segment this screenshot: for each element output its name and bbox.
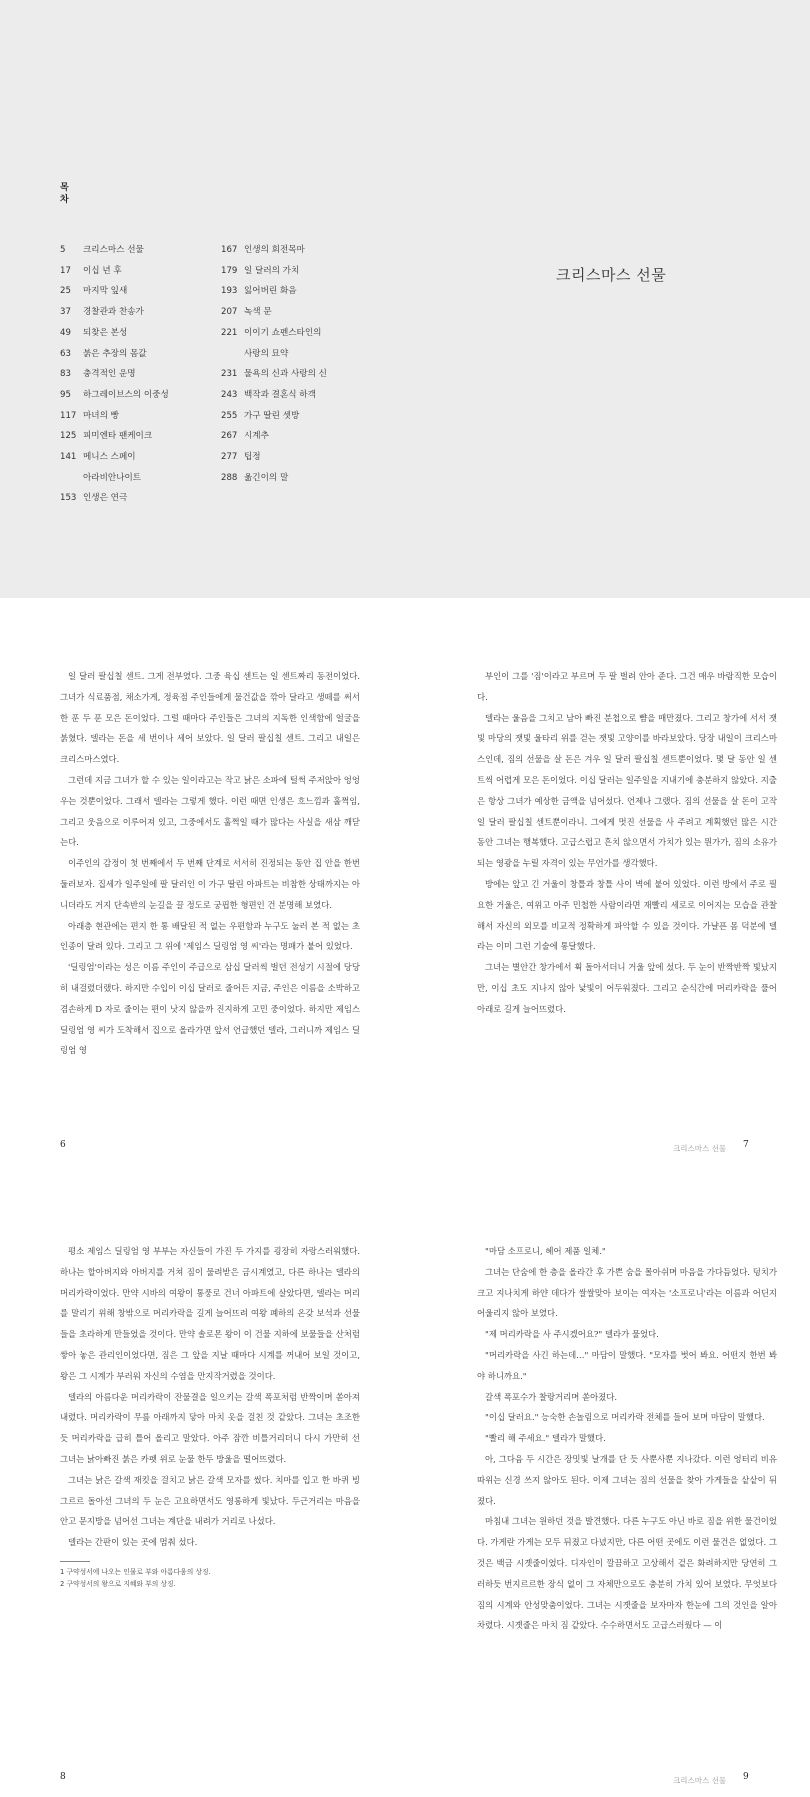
paragraph: 그녀는 낡은 갈색 재킷을 걸치고 낡은 갈색 모자를 썼다. 치마를 입고 한 바퀴 빙그르르 돌아선 그녀의 두 눈은 고요하면서도 영롱하게 빛났다. 두근거리는 마음을 안고 문지방을 넘어선 그녀는 계단을 내려가 거리로 나섰다. — [60, 1474, 360, 1527]
paragraph: 아래층 현관에는 편지 한 통 배달된 적 없는 우편함과 누구도 눌러 본 적 없는 초인종이 달려 있다. 그리고 그 위에 '제임스 딜링엄 영 씨'라는 명패가 붙어 있었다. — [60, 920, 360, 952]
toc-page-number: 221 — [221, 327, 238, 338]
toc-title: 가구 딸린 셋방 — [244, 410, 300, 421]
toc-entry — [221, 364, 376, 385]
page-7 — [405, 598, 810, 1158]
toc-title: 충격적인 운명 — [83, 369, 136, 380]
toc-page-number: 125 — [60, 431, 77, 442]
toc-entry — [60, 261, 215, 282]
page-spread-8-9 — [0, 1158, 810, 1797]
toc-entry — [60, 385, 215, 406]
toc-page-number: 117 — [60, 410, 77, 421]
toc-entry — [221, 468, 376, 489]
paragraph: 그녀는 별안간 창가에서 휙 돌아서더니 거울 앞에 섰다. 두 눈이 반짝반짝 빛났지만, 이십 초도 지나지 않아 낯빛이 어두워졌다. 그리고 순식간에 머리카락을 풀어 아래로 길게 늘어뜨렸다. — [477, 962, 777, 1014]
toc-title: 잃어버린 화음 — [244, 286, 297, 297]
toc-page-number: 207 — [221, 307, 238, 318]
page-body — [60, 1241, 360, 1553]
paragraph: 이주인의 감정이 첫 번째에서 두 번째 단계로 서서히 진정되는 동안 집 안을 한번 둘러보자. 집세가 일주일에 팔 달러인 이 가구 딸린 아파트는 비참한 상태까지는 아니더라도 거지 단속반의 눈길을 끌 정도로 궁핍한 형편인 건 분명해 보였다. — [60, 858, 360, 910]
toc-title: 이십 년 후 — [83, 265, 122, 276]
paragraph: 방에는 앞고 긴 거울이 창틀과 창틀 사이 벽에 붙어 있었다. 이런 방에서 주로 필요한 거울은, 여위고 아주 민첩한 사람이라면 재빨리 세로로 이어지는 모습을 관찰해서 자신의 외모를 비교적 정확하게 파악할 수 있을 것이다. 가냘픈 몸 덕분에 델라는 이미 그런 기술에 통달했다. — [477, 878, 777, 952]
page-8 — [0, 1158, 405, 1797]
toc-entry — [221, 406, 376, 427]
paragraph: 델라의 아름다운 머리카락이 잔물결을 일으키는 갈색 폭포처럼 반짝이며 쏟아져 내렸다. 머리카락이 무릎 아래까지 닿아 마치 옷을 걸친 것 같았다. 그녀는 초조한 듯 머리카락을 급히 틀어 올리고 말았다. 아주 잠깐 비틀거리더니 다시 가만히 선 그녀는 낡아빠진 붉은 카펫 위로 눈물 한두 방울을 떨어뜨렸다. — [60, 1391, 360, 1464]
toc-title: 인생은 연극 — [83, 493, 128, 504]
toc-title: 백작과 결혼식 하객 — [244, 389, 316, 400]
toc-page-number: 25 — [60, 286, 71, 297]
toc-page-number: 83 — [60, 369, 71, 380]
toc-entry — [60, 406, 215, 427]
page-spread-6-7 — [0, 598, 810, 1158]
toc-entry — [221, 385, 376, 406]
footnote: 1 구약성서에 나오는 인물로 부와 아름다움의 상징. — [60, 1567, 211, 1576]
paragraph: 아, 그다음 두 시간은 장밋빛 날개를 단 듯 사뿐사뿐 지나갔다. 이런 엉터리 비유 따위는 신경 쓰지 않아도 된다. 이제 그녀는 짐의 선물을 찾아 가게들을 샅샅이 뒤졌다. — [477, 1453, 777, 1506]
toc-title: 사랑의 묘약 — [244, 348, 289, 359]
toc-entry — [221, 281, 376, 302]
paragraph: 일 달러 팔십칠 센트. 그게 전부였다. 그중 육십 센트는 일 센트짜리 동전이었다. 그녀가 식료품점, 채소가게, 정육점 주인들에게 물건값을 깎아 달라고 생떼를 써서 한 푼 두 푼 모은 돈이었다. 그럴 때마다 주인들은 그녀의 지독한 인색함에 얼굴을 붉혔다. 델라는 돈을 세 번이나 세어 보았다. 일 달러 팔십칠 센트. 그리고 내일은 크리스마스였다. — [60, 671, 360, 765]
toc-entry — [60, 447, 215, 468]
page-number: 6 — [60, 1140, 66, 1150]
toc-page-number: 255 — [221, 410, 238, 421]
paragraph: 마침내 그녀는 원하던 것을 발견했다. 다른 누구도 아닌 바로 짐을 위한 물건이었다. 가게란 가게는 모두 뒤졌고 다녔지만, 다른 어떤 곳에도 이런 물건은 없었다. 그것은 백금 시곗줄이었다. 디자인이 깔끔하고 고상해서 겉은 화려하지만 당연히 그러하듯 번지르르한 장식 없이 그 자체만으로도 충분히 가치 있어 보였다. 무엇보다 짐의 시계와 안성맞춤이었다. 그녀는 시곗줄을 보자마자 한눈에 그의 것인을 알아차렸다. 시곗줄은 마치 짐 같았다. 수수하면서도 고급스러웠다 — 이 — [477, 1516, 777, 1631]
page-9 — [405, 1158, 810, 1797]
toc-entry — [221, 261, 376, 282]
toc-page-number: 63 — [60, 348, 71, 359]
toc-heading: 목차 — [60, 183, 69, 205]
toc-title: 크리스마스 선물 — [83, 245, 144, 255]
paragraph: "머리카락을 사긴 하는데…" 마담이 말했다. "모자를 벗어 봐요. 어떤지 한번 봐야 하니까요." — [477, 1349, 777, 1381]
page-body — [60, 666, 360, 1061]
toc-entry — [221, 447, 376, 468]
paragraph: 델라는 간판이 있는 곳에 멈춰 섰다. — [68, 1537, 198, 1548]
toc-page-number: 193 — [221, 286, 238, 297]
footnote-rule — [60, 1561, 90, 1562]
paragraph: 그런데 지금 그녀가 할 수 있는 일이라고는 작고 낡은 소파에 털썩 주저앉아 엉엉 우는 것뿐이었다. 그래서 델라는 그렇게 했다. 이런 때면 인생은 흐느낌과 훌쩍임, 그리고 웃음으로 이루어져 있고, 그중에서도 훌쩍일 때가 많다는 사실을 새삼 깨닫는다. — [60, 774, 360, 848]
chapter-title: 크리스마스 선물 — [556, 266, 667, 284]
toc-entry — [60, 281, 215, 302]
toc-entry — [60, 364, 215, 385]
toc-title: 하그레이브스의 이중성 — [83, 389, 169, 400]
toc-page-number — [221, 344, 244, 365]
paragraph: 평소 제임스 딜링엄 영 부부는 자신들이 가진 두 가지를 굉장히 자랑스러워했다. 하나는 할아버지와 아버지를 거쳐 짐이 물려받은 금시계였고, 다른 하나는 델라의 머리카락이었다. 만약 시바의 여왕이 통풍로 건너 아파트에 살았다면, 델라는 머리를 말리기 위해 창밖으로 머리카락을 길게 늘어뜨려 여왕 폐하의 온갖 보석과 선물들을 초라하게 만들었을 것이다. 만약 솔로몬 왕이 이 건물 지하에 보물들을 산처럼 쌓아 놓은 관리인이었다면, 짐은 그 앞을 지날 때마다 시계를 꺼내어 보일 것이고, 왕은 그 시계가 부러워 자신의 수염을 만지작거렸을 것이다. — [60, 1246, 360, 1381]
toc-page-number: 288 — [221, 472, 238, 483]
toc-entry — [221, 302, 376, 323]
toc-title: 메니스 스페이 — [83, 452, 136, 463]
paragraph: 델라는 울음을 그치고 남아 빠진 분첩으로 뺨을 매만졌다. 그리고 창가에 서서 잿빛 마당의 잿빛 울타리 위를 걷는 잿빛 고양이를 바라보았다. 당장 내일이 크리스마스인데, 짐의 선물을 살 돈은 겨우 일 달러 팔십칠 센트뿐이었다. 몇 달 동안 일 센트씩 어렵게 모은 돈이었다. 이십 달러는 일주일을 지내기에 충분하지 않았다. 지출은 항상 그녀가 예상한 금액을 넘어섰다. 언제나 그랬다. 짐의 선물을 살 돈이 고작 일 달러 팔십칠 센트뿐이라니. 그에게 멋진 선물을 사 주려고 계획했던 많은 시간 동안 그녀는 행복했다. 고급스럽고 흔치 않으면서 가치가 있는 뭔가가, 짐의 소유가 되는 영광을 누릴 자격이 있는 무언가를 생각했다. — [477, 712, 777, 869]
toc-title: 마지막 잎새 — [83, 286, 128, 297]
toc-page-number: 231 — [221, 369, 238, 380]
page-number: 8 — [60, 1772, 66, 1782]
toc-title: 녹색 문 — [244, 307, 272, 318]
page-number: 7 — [743, 1140, 749, 1150]
paragraph: 그녀는 단숨에 한 층을 올라간 후 가쁜 숨을 몰아쉬며 마음을 가다듬었다. 덩치가 크고 지나치게 하얀 데다가 쌀쌀맞아 보이는 여자는 '소프로니'라는 이름과 어딘지 어울리지 않아 보였다. — [477, 1266, 777, 1319]
paragraph: "마담 소프로니, 헤어 제품 일체." — [485, 1246, 606, 1256]
toc-title: 시계추 — [244, 431, 269, 442]
toc-entry — [221, 344, 376, 365]
page-6 — [0, 598, 405, 1158]
toc-page-number: 17 — [60, 265, 71, 276]
toc-page-number: 277 — [221, 452, 238, 463]
running-head: 크리스마스 선물 — [673, 1776, 727, 1785]
running-head: 크리스마스 선물 — [673, 1144, 727, 1153]
toc-right-column — [221, 240, 376, 488]
page-body-wrap — [60, 1241, 360, 1590]
toc-page-number: 141 — [60, 452, 77, 463]
paragraph: '딜링엄'이라는 성은 이름 주인이 주급으로 삼십 달러씩 벌던 전성기 시절에 당당히 내걸렸더랬다. 하지만 수입이 이십 달러로 줄어든 지금, 주인은 이름을 소박하고 겸손하게 D 자로 줄이는 편이 낫지 않을까 진지하게 고민 중이었다. 하지만 제임스 딜링엄 영 씨가 도착해서 집으로 올라가면 앞서 언급했던 델라, 그러니까 제임스 딜링엄 영 — [60, 962, 360, 1056]
toc-page-number: 179 — [221, 265, 238, 276]
page-number: 9 — [743, 1772, 749, 1782]
toc-entry — [60, 323, 215, 344]
toc-title: 경찰관과 찬송가 — [83, 307, 144, 318]
toc-page-number: 153 — [60, 493, 77, 504]
paragraph: "이십 달러요." 능숙한 손놀림으로 머리카락 전체를 들어 보며 마담이 말했다. — [485, 1412, 765, 1423]
toc-title: 옮긴이의 말 — [244, 472, 289, 483]
toc-spread — [0, 0, 810, 598]
paragraph: 부인이 그를 '짐'이라고 부르며 두 팔 벌려 안아 준다. 그건 매우 바람직한 모습이다. — [477, 671, 777, 702]
toc-entry — [60, 302, 215, 323]
paragraph: "빨리 해 주세요." 델라가 말했다. — [485, 1433, 606, 1444]
toc-title: 붉은 추장의 몸값 — [83, 348, 147, 359]
toc-title: 피미엔타 팬케이크 — [83, 431, 153, 442]
toc-title: 물욕의 신과 사랑의 신 — [244, 369, 327, 380]
toc-entry — [221, 426, 376, 447]
footnotes — [60, 1566, 360, 1590]
toc-title: 일 달러의 가치 — [244, 265, 300, 276]
toc-entry — [60, 240, 215, 261]
toc-page-number: 37 — [60, 307, 71, 318]
toc-page-number: 167 — [221, 245, 238, 255]
page-body — [477, 666, 777, 1020]
toc-entry — [60, 344, 215, 365]
toc-page-number: 243 — [221, 389, 238, 400]
page-body — [477, 1241, 777, 1636]
toc-left-column — [60, 240, 215, 509]
toc-page-number: 95 — [60, 389, 71, 400]
toc-title: 이이기 쇼펜스타인의 — [244, 327, 322, 338]
toc-page-number — [60, 468, 83, 489]
toc-entry — [60, 468, 215, 489]
toc-entry — [221, 240, 376, 261]
toc-title: 되찾은 본성 — [83, 327, 128, 338]
footnote: 2 구약성서의 왕으로 지혜와 부의 상징. — [60, 1579, 176, 1588]
toc-page-number: 267 — [221, 431, 238, 442]
paragraph: "제 머리카락을 사 주시겠어요?" 델라가 물었다. — [485, 1329, 659, 1340]
paragraph: 갈색 폭포수가 찰랑거리며 쏟아졌다. — [485, 1391, 618, 1402]
toc-entry — [60, 488, 215, 509]
toc-entry — [221, 323, 376, 344]
toc-title: 팁정 — [244, 452, 261, 463]
toc-page-number: 49 — [60, 327, 71, 338]
toc-title: 아라비안나이트 — [83, 472, 142, 483]
toc-title: 인생의 회전목마 — [244, 245, 305, 255]
toc-page-number: 5 — [60, 245, 66, 255]
toc-entry — [60, 426, 215, 447]
toc-title: 마녀의 빵 — [83, 410, 119, 421]
